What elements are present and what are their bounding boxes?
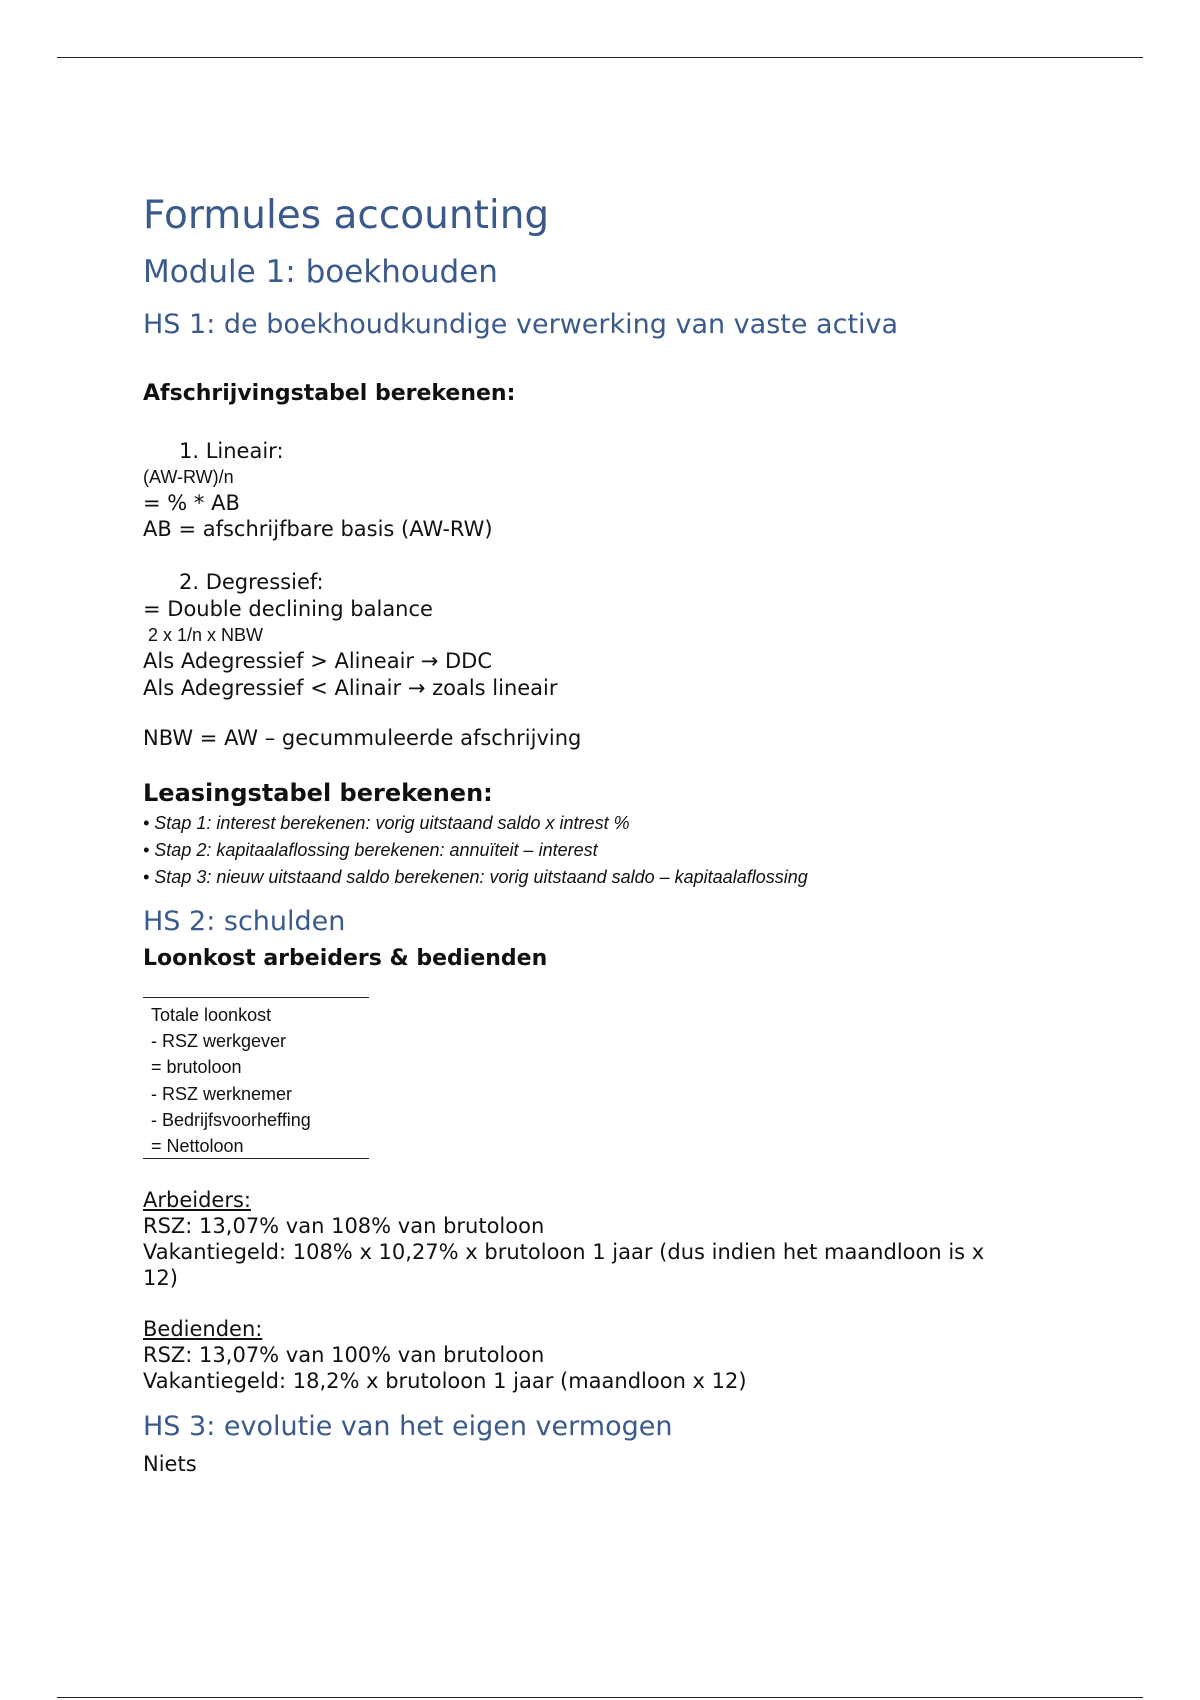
nbw-formula: NBW = AW – gecummuleerde afschrijving: [143, 726, 582, 750]
leasing-step: • Stap 1: interest berekenen: vorig uitstaand saldo x intrest %: [143, 813, 630, 833]
leasing-heading: Leasingstabel berekenen:: [143, 779, 493, 807]
bottom-rule: [57, 1697, 1143, 1698]
degressief-line: 2 x 1/n x NBW: [148, 625, 264, 645]
arbeiders-line: Vakantiegeld: 108% x 10,27% x brutoloon 1 jaar (dus indien het maandloon is x: [143, 1240, 985, 1264]
lineair-line: AB = afschrijfbare basis (AW-RW): [143, 517, 493, 541]
lineair-line: (AW-RW)/n: [143, 467, 234, 487]
loonkost-box-line: - RSZ werknemer: [151, 1084, 293, 1104]
leasing-step: • Stap 3: nieuw uitstaand saldo berekenen: vorig uitstaand saldo – kapitaalaflossing: [143, 867, 808, 887]
degressief-item: 2. Degressief:: [179, 570, 324, 594]
top-rule: [57, 57, 1143, 58]
loonkost-heading: Loonkost arbeiders & bedienden: [143, 946, 548, 971]
hs1-heading: HS 1: de boekhoudkundige verwerking van vaste activa: [143, 309, 899, 340]
hs3-heading: HS 3: evolutie van het eigen vermogen: [143, 1411, 673, 1442]
degressief-line: Als Adegressief < Alinair → zoals lineair: [143, 676, 558, 700]
bedienden-line: Vakantiegeld: 18,2% x brutoloon 1 jaar (maandloon x 12): [143, 1369, 747, 1393]
document-title: Formules accounting: [143, 193, 550, 238]
lineair-line: = % * AB: [143, 491, 240, 515]
loonkost-box: [143, 997, 369, 1159]
afschrijving-heading: Afschrijvingstabel berekenen:: [143, 381, 516, 406]
arbeiders-label: Arbeiders:: [143, 1188, 251, 1212]
arbeiders-line: RSZ: 13,07% van 108% van brutoloon: [143, 1214, 545, 1238]
degressief-line: = Double declining balance: [143, 597, 433, 621]
loonkost-box-line: = Nettoloon: [151, 1136, 244, 1156]
lineair-item: 1. Lineair:: [179, 439, 284, 463]
loonkost-box-line: = brutoloon: [151, 1057, 242, 1077]
hs2-heading: HS 2: schulden: [143, 906, 346, 937]
arbeiders-line: 12): [143, 1266, 178, 1290]
bedienden-label: Bedienden:: [143, 1317, 263, 1341]
loonkost-box-line: - RSZ werkgever: [151, 1031, 287, 1051]
leasing-step: • Stap 2: kapitaalaflossing berekenen: annuïteit – interest: [143, 840, 598, 860]
loonkost-box-line: - Bedrijfsvoorheffing: [151, 1110, 311, 1130]
hs3-text: Niets: [143, 1452, 197, 1476]
degressief-line: Als Adegressief > Alineair → DDC: [143, 649, 493, 673]
module-heading: Module 1: boekhouden: [143, 254, 498, 290]
loonkost-box-line: Totale loonkost: [151, 1005, 272, 1025]
bedienden-line: RSZ: 13,07% van 100% van brutoloon: [143, 1343, 545, 1367]
